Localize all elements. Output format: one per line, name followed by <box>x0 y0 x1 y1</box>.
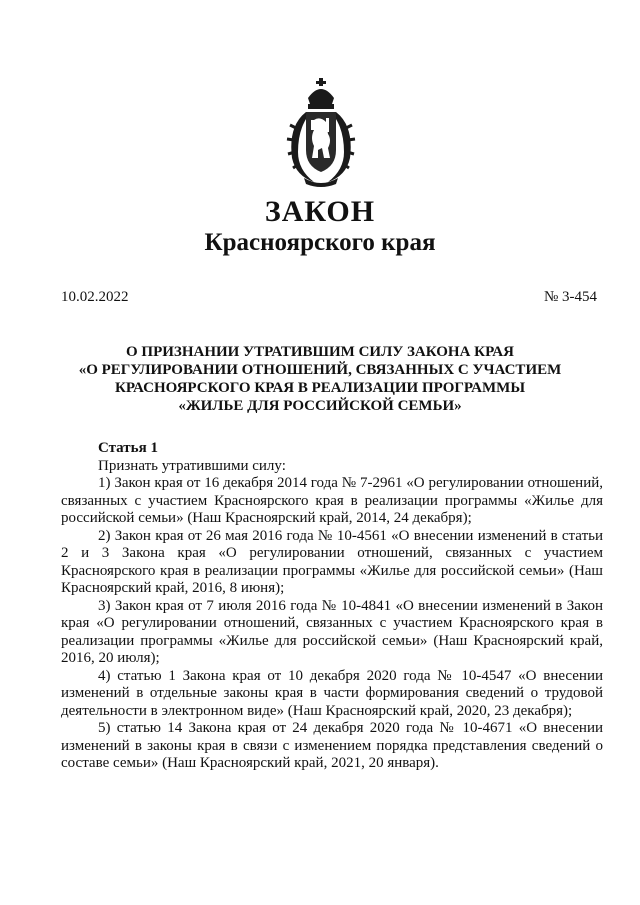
coat-of-arms-icon <box>284 78 358 190</box>
document-number: № 3-454 <box>543 289 597 305</box>
document-subtitle: Красноярского края <box>204 229 436 256</box>
law-body <box>61 440 603 773</box>
list-item: 4) статью 1 Закона края от 10 декабря 2020 года № 10-4547 «О внесении изменений в отдельные законы края в части формирования сведений о трудовой деятельности в электронном виде» (Наш Красноярский край, 2020, 23 декабря); <box>61 667 603 719</box>
law-heading <box>50 343 590 415</box>
article-title: Статья 1 <box>98 440 158 456</box>
heading-line: «О РЕГУЛИРОВАНИИ ОТНОШЕНИЙ, СВЯЗАННЫХ С УЧАСТИЕМ <box>78 362 562 378</box>
heading-line: О ПРИЗНАНИИ УТРАТИВШИМ СИЛУ ЗАКОНА КРАЯ <box>126 344 514 360</box>
article-intro: Признать утратившими силу: <box>98 457 286 474</box>
list-item: 5) статью 14 Закона края от 24 декабря 2020 года № 10-4671 «О внесении изменений в законы края в связи с изменением порядка представления сведений о составе семьи» (Наш Красноярский край, 2021, 20 января). <box>61 720 603 771</box>
heading-line: КРАСНОЯРСКОГО КРАЯ В РЕАЛИЗАЦИИ ПРОГРАММЫ <box>114 380 526 396</box>
heading-line: «ЖИЛЬЕ ДЛЯ РОССИЙСКОЙ СЕМЬИ» <box>178 398 462 414</box>
list-item: 2) Закон края от 26 мая 2016 года № 10-4561 «О внесении изменений в статьи 2 и 3 Закона края «О регулировании отношений, связанных с участием Красноярского края в реализации программы «Жилье для российской семьи» (Наш Красноярский край, 2016, 8 июня); <box>61 527 603 596</box>
document-title: ЗАКОН <box>264 195 376 228</box>
document-date: 10.02.2022 <box>61 289 129 305</box>
list-item: 1) Закон края от 16 декабря 2014 года № 7-2961 «О регулировании отношений, связанных с участием Красноярского края в реализации программы «Жилье для российской семьи» (Наш Красноярский край, 2014, 24 декабря); <box>61 475 603 526</box>
list-item: 3) Закон края от 7 июля 2016 года № 10-4841 «О внесении изменений в Закон края «О регулировании отношений, связанных с участием Красноярского края в реализации программы «Жилье для российской семьи» (Наш Красноярский край, 2016, 20 июля); <box>61 597 603 666</box>
